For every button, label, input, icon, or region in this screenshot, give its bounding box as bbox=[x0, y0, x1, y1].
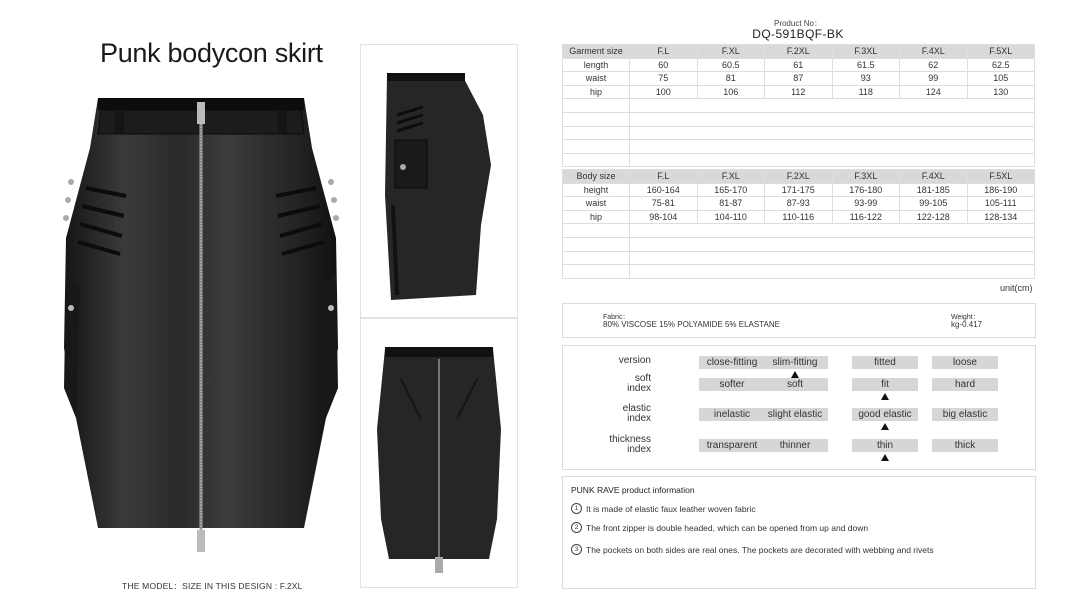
number-badge: 3 bbox=[571, 544, 582, 555]
header-cell: F.XL bbox=[697, 45, 765, 59]
garment-size-table bbox=[562, 44, 1035, 167]
header-cell: F.3XL bbox=[832, 45, 900, 59]
table-cell: 104-110 bbox=[697, 210, 765, 224]
table-cell: 87-93 bbox=[765, 197, 833, 211]
empty-row bbox=[563, 251, 1035, 265]
table-row bbox=[563, 72, 1035, 86]
grade-option: loose bbox=[932, 356, 998, 369]
table-cell: 98-104 bbox=[630, 210, 698, 224]
weight-label: Weight： bbox=[951, 314, 980, 321]
table-row bbox=[563, 183, 1035, 197]
table-cell: 60 bbox=[630, 58, 698, 72]
grade-label-line: index bbox=[627, 383, 651, 394]
table-cell: 112 bbox=[765, 85, 833, 99]
skirt-back-photo bbox=[361, 319, 517, 587]
empty-row bbox=[563, 224, 1035, 238]
header-cell: F.L bbox=[630, 170, 698, 184]
selected-marker-icon bbox=[881, 393, 889, 400]
header-cell: F.L bbox=[630, 45, 698, 59]
header-cell: F.XL bbox=[697, 170, 765, 184]
empty-row bbox=[563, 126, 1035, 140]
number-badge: 1 bbox=[571, 503, 582, 514]
grade-option: hard bbox=[932, 378, 998, 391]
empty-row bbox=[563, 265, 1035, 279]
product-info-box bbox=[562, 476, 1036, 589]
product-title: Punk bodycon skirt bbox=[100, 38, 323, 68]
fabric-label: Fabric： bbox=[603, 314, 630, 321]
info-item bbox=[571, 503, 756, 514]
header-cell: F.5XL bbox=[967, 170, 1035, 184]
table-cell: 100 bbox=[630, 85, 698, 99]
row-label: hip bbox=[563, 210, 630, 224]
table-cell: 116-122 bbox=[832, 210, 900, 224]
table-cell: 99-105 bbox=[900, 197, 968, 211]
grade-option: fit bbox=[852, 378, 918, 391]
table-cell: 128-134 bbox=[967, 210, 1035, 224]
model-size-note: THE MODEL：SIZE IN THIS DESIGN : F.2XL bbox=[122, 581, 303, 591]
product-number-label: Product No： bbox=[773, 19, 823, 28]
table-row bbox=[563, 210, 1035, 224]
grade-option: softer bbox=[699, 378, 765, 391]
number-badge: 2 bbox=[571, 522, 582, 533]
table-cell: 110-116 bbox=[765, 210, 833, 224]
table-cell: 62.5 bbox=[967, 58, 1035, 72]
info-title: PUNK RAVE product information bbox=[571, 485, 695, 495]
grades-box bbox=[562, 345, 1036, 470]
table-cell: 60.5 bbox=[697, 58, 765, 72]
row-label: waist bbox=[563, 72, 630, 86]
grade-option: thin bbox=[852, 439, 918, 452]
info-text: It is made of elastic faux leather woven fabric bbox=[586, 503, 756, 514]
grade-label-line: thickness bbox=[609, 434, 651, 445]
grade-option: good elastic bbox=[852, 408, 918, 421]
grade-option: fitted bbox=[852, 356, 918, 369]
selected-marker-icon bbox=[881, 423, 889, 430]
row-label: height bbox=[563, 183, 630, 197]
table-cell: 62 bbox=[900, 58, 968, 72]
grade-label-line: index bbox=[627, 444, 651, 455]
grade-option: slim-fitting bbox=[762, 356, 828, 369]
row-label: length bbox=[563, 58, 630, 72]
unit-label: unit(cm) bbox=[1000, 283, 1033, 293]
table-cell: 81 bbox=[697, 72, 765, 86]
info-item bbox=[571, 522, 868, 533]
table-cell: 171-175 bbox=[765, 183, 833, 197]
table-cell: 81-87 bbox=[697, 197, 765, 211]
table-row bbox=[563, 58, 1035, 72]
grade-label-line: elastic bbox=[622, 403, 651, 414]
info-item bbox=[571, 544, 934, 555]
table-cell: 61.5 bbox=[832, 58, 900, 72]
table-cell: 93 bbox=[832, 72, 900, 86]
row-label: hip bbox=[563, 85, 630, 99]
table-cell: 61 bbox=[765, 58, 833, 72]
table-cell: 176-180 bbox=[832, 183, 900, 197]
table-cell: 99 bbox=[900, 72, 968, 86]
fabric-box bbox=[562, 303, 1036, 338]
table-row bbox=[563, 197, 1035, 211]
grade-option: close-fitting bbox=[699, 356, 765, 369]
table-cell: 105 bbox=[967, 72, 1035, 86]
header-cell: F.2XL bbox=[765, 170, 833, 184]
info-text: The pockets on both sides are real ones. The pockets are decorated with webbing and rivets bbox=[586, 544, 934, 555]
header-cell: F.2XL bbox=[765, 45, 833, 59]
info-text: The front zipper is double headed, which can be opened from up and down bbox=[586, 522, 869, 533]
table-cell: 122-128 bbox=[900, 210, 968, 224]
header-cell: Body size bbox=[563, 170, 630, 184]
grade-label bbox=[589, 435, 651, 455]
skirt-side-photo bbox=[361, 45, 517, 317]
table-cell: 181-185 bbox=[900, 183, 968, 197]
header-cell: F.5XL bbox=[967, 45, 1035, 59]
header-cell: F.4XL bbox=[900, 170, 968, 184]
grade-option: slight elastic bbox=[762, 408, 828, 421]
body-size-header-row bbox=[563, 170, 1035, 184]
grade-label bbox=[589, 374, 651, 394]
selected-marker-icon bbox=[881, 454, 889, 461]
grade-option: soft bbox=[762, 378, 828, 391]
grade-label bbox=[589, 356, 651, 366]
table-cell: 118 bbox=[832, 85, 900, 99]
empty-row bbox=[563, 112, 1035, 126]
body-size-table bbox=[562, 169, 1035, 279]
table-cell: 160-164 bbox=[630, 183, 698, 197]
garment-size-header-row bbox=[563, 45, 1035, 59]
table-cell: 105-111 bbox=[967, 197, 1035, 211]
grade-option: big elastic bbox=[932, 408, 998, 421]
weight-value: kg-0.417 bbox=[951, 320, 983, 329]
back-photo-frame bbox=[360, 318, 518, 588]
table-cell: 75-81 bbox=[630, 197, 698, 211]
table-cell: 124 bbox=[900, 85, 968, 99]
table-row bbox=[563, 85, 1035, 99]
grade-label bbox=[589, 404, 651, 424]
empty-row bbox=[563, 99, 1035, 113]
product-number: DQ-591BQF-BK bbox=[752, 27, 844, 41]
table-cell: 106 bbox=[697, 85, 765, 99]
table-cell: 186-190 bbox=[967, 183, 1035, 197]
header-cell: F.3XL bbox=[832, 170, 900, 184]
table-cell: 75 bbox=[630, 72, 698, 86]
header-cell: F.4XL bbox=[900, 45, 968, 59]
header-cell: Garment size bbox=[563, 45, 630, 59]
table-cell: 93-99 bbox=[832, 197, 900, 211]
grade-option: inelastic bbox=[699, 408, 765, 421]
fabric-composition: 80% VISCOSE 15% POLYAMIDE 5% ELASTANE bbox=[603, 320, 780, 329]
side-photo-frame bbox=[360, 44, 518, 318]
grade-label-line: soft bbox=[634, 373, 651, 384]
grade-option: thinner bbox=[762, 439, 828, 452]
empty-row bbox=[563, 140, 1035, 154]
empty-row bbox=[563, 237, 1035, 251]
table-cell: 87 bbox=[765, 72, 833, 86]
table-cell: 130 bbox=[967, 85, 1035, 99]
grade-label-line: index bbox=[627, 413, 651, 424]
grade-label-line: version bbox=[618, 355, 651, 366]
row-label: waist bbox=[563, 197, 630, 211]
grade-option: transparent bbox=[699, 439, 765, 452]
selected-marker-icon bbox=[791, 371, 799, 378]
empty-row bbox=[563, 153, 1035, 167]
table-cell: 165-170 bbox=[697, 183, 765, 197]
grade-option: thick bbox=[932, 439, 998, 452]
skirt-front-photo bbox=[46, 88, 356, 563]
